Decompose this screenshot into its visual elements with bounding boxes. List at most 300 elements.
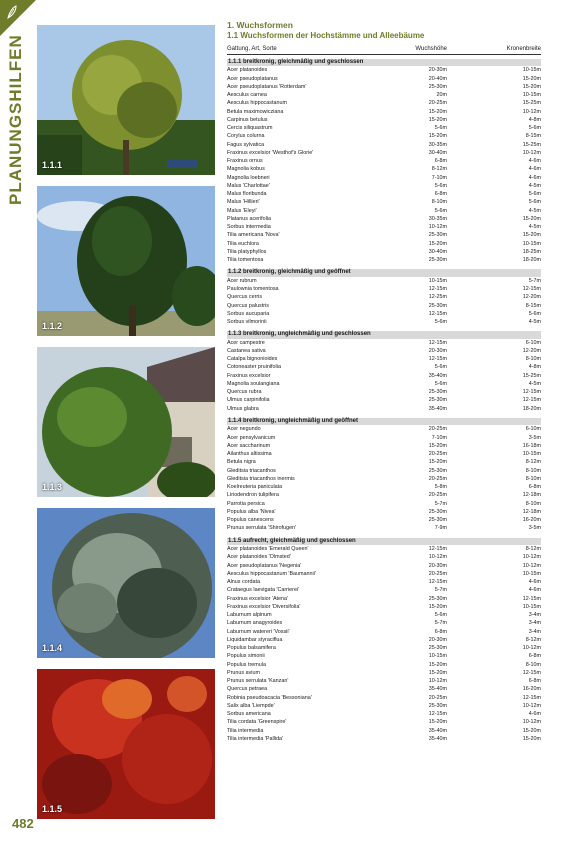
table-row xyxy=(227,491,541,499)
species-name: Tilia americana 'Nova' xyxy=(227,232,280,239)
growth-height: 5-6m xyxy=(434,364,447,371)
table-row xyxy=(227,669,541,677)
photo-tree-4 xyxy=(37,508,215,658)
species-name: Tilia intermedia xyxy=(227,727,264,734)
growth-height: 20-40m xyxy=(428,75,447,82)
growth-height: 6-8m xyxy=(434,191,447,198)
table-row xyxy=(227,710,541,718)
growth-height: 35-40m xyxy=(428,735,447,742)
table-row xyxy=(227,578,541,586)
species-name: Paulownia tomentosa xyxy=(227,286,279,293)
growth-height: 5-6m xyxy=(434,125,447,132)
species-name: Betula maximowicziana xyxy=(227,108,284,115)
species-name: Cotoneaster pruinifolia xyxy=(227,364,281,371)
growth-height: 25-30m xyxy=(428,397,447,404)
growth-height: 12-15m xyxy=(428,579,447,586)
photo-label: 1.1.4 xyxy=(42,643,63,653)
photo-label: 1.1.3 xyxy=(42,482,63,492)
growth-height: 12-25m xyxy=(428,294,447,301)
growth-height: 5-6m xyxy=(434,612,447,619)
table-row xyxy=(227,215,541,223)
table-row xyxy=(227,500,541,508)
growth-height: 35-40m xyxy=(428,372,447,379)
table-row xyxy=(227,611,541,619)
growth-height: 25-30m xyxy=(428,467,447,474)
growth-height: 15-20m xyxy=(428,669,447,676)
species-name: Acer platanoides 'Olmsted' xyxy=(227,554,291,561)
section-heading: 1.1.1 breitkronig, gleichmäßig und geschlossen xyxy=(227,59,541,66)
growth-height: 15-20m xyxy=(428,459,447,466)
crown-width: 12-15m xyxy=(522,286,541,293)
species-name: Fraxinus excelsior 'Westhof's Glorie' xyxy=(227,149,314,156)
species-name: Acer saccharinum xyxy=(227,442,271,449)
species-name: Ailanthus altissima xyxy=(227,451,272,458)
table-section xyxy=(227,331,541,413)
table-row xyxy=(227,248,541,256)
table-row xyxy=(227,207,541,215)
growth-height: 12-15m xyxy=(428,356,447,363)
species-name: Laburnum watereri 'Vossii' xyxy=(227,628,290,635)
growth-height: 10-12m xyxy=(428,554,447,561)
crown-width: 15-20m xyxy=(522,232,541,239)
crown-width: 4-8m xyxy=(528,116,541,123)
table-row xyxy=(227,231,541,239)
species-name: Robinia pseudoacacia 'Bessoniana' xyxy=(227,694,312,701)
crown-width: 8-10m xyxy=(525,356,541,363)
crown-width: 4-8m xyxy=(528,364,541,371)
table-row xyxy=(227,636,541,644)
species-name: Fraxinus excelsior xyxy=(227,372,271,379)
crown-width: 16-18m xyxy=(522,442,541,449)
species-name: Acer platanoides 'Emerald Queen' xyxy=(227,546,309,553)
growth-height: 35-40m xyxy=(428,405,447,412)
species-name: Tilia intermedia 'Pallida' xyxy=(227,735,284,742)
table-row xyxy=(227,165,541,173)
growth-height: 5-7m xyxy=(434,500,447,507)
crown-width: 4-5m xyxy=(528,224,541,231)
crown-width: 4-6m xyxy=(528,158,541,165)
crown-width: 5-6m xyxy=(528,199,541,206)
growth-height: 12-15m xyxy=(428,286,447,293)
species-name: Carpinus betulus xyxy=(227,116,268,123)
col-height-header: Wuchshöhe xyxy=(415,46,447,52)
table-row xyxy=(227,628,541,636)
table-row xyxy=(227,116,541,124)
growth-height: 30-35m xyxy=(428,141,447,148)
crown-width: 8-15m xyxy=(525,302,541,309)
table-row xyxy=(227,562,541,570)
table-row xyxy=(227,644,541,652)
crown-width: 10-15m xyxy=(522,451,541,458)
table-row xyxy=(227,157,541,165)
table-row xyxy=(227,425,541,433)
table-row xyxy=(227,223,541,231)
growth-height: 7-10m xyxy=(431,174,447,181)
table-row xyxy=(227,545,541,553)
table-row xyxy=(227,727,541,735)
crown-width: 3-5m xyxy=(528,434,541,441)
crown-width: 16-20m xyxy=(522,517,541,524)
table-row xyxy=(227,595,541,603)
table-row xyxy=(227,293,541,301)
growth-height: 5-6m xyxy=(434,380,447,387)
table-row xyxy=(227,91,541,99)
species-name: Aesculus hippocastanum 'Baumannii' xyxy=(227,570,316,577)
species-name: Malus 'Eleyi' xyxy=(227,207,257,214)
table-row xyxy=(227,318,541,326)
species-name: Acer pseudoplatanus 'Negenia' xyxy=(227,562,302,569)
crown-width: 6-8m xyxy=(528,678,541,685)
crown-width: 12-15m xyxy=(522,669,541,676)
table-row xyxy=(227,256,541,264)
table-row xyxy=(227,124,541,132)
species-name: Salix alba 'Liempde' xyxy=(227,702,275,709)
crown-width: 10-12m xyxy=(522,554,541,561)
species-name: Quercus palustris xyxy=(227,302,269,309)
growth-height: 20-25m xyxy=(428,451,447,458)
table-row xyxy=(227,149,541,157)
crown-width: 4-6m xyxy=(528,174,541,181)
species-name: Alnus cordata xyxy=(227,579,260,586)
table-row xyxy=(227,99,541,107)
table-row xyxy=(227,198,541,206)
crown-width: 3-4m xyxy=(528,628,541,635)
crown-width: 10-12m xyxy=(522,108,541,115)
table-section xyxy=(227,59,541,264)
section-heading: 1.1.2 breitkronig, gleichmäßig und geöffnet xyxy=(227,269,541,276)
growth-height: 35-40m xyxy=(428,727,447,734)
table-row xyxy=(227,240,541,248)
species-name: Ulmus glabra xyxy=(227,405,259,412)
crown-width: 4-5m xyxy=(528,207,541,214)
table-row xyxy=(227,182,541,190)
crown-width: 15-20m xyxy=(522,215,541,222)
species-name: Cercis siliquastrum xyxy=(227,125,273,132)
crown-width: 16-20m xyxy=(522,686,541,693)
col-crown-header: Kronenbreite xyxy=(506,46,541,52)
crown-width: 6-10m xyxy=(525,426,541,433)
crown-width: 12-20m xyxy=(522,347,541,354)
crown-width: 3-5m xyxy=(528,525,541,532)
crown-width: 6-8m xyxy=(528,484,541,491)
table-row xyxy=(227,442,541,450)
species-name: Fraxinus excelsior 'Diversifolia' xyxy=(227,603,301,610)
growth-height: 15-20m xyxy=(428,661,447,668)
species-name: Magnolia loebneri xyxy=(227,174,270,181)
species-name: Acer negundo xyxy=(227,426,261,433)
species-name: Aesculus hippocastanum xyxy=(227,100,287,107)
species-name: Malus 'Charlottae' xyxy=(227,182,270,189)
table-row xyxy=(227,174,541,182)
species-name: Laburnum alpinum xyxy=(227,612,272,619)
growth-height: 30-40m xyxy=(428,248,447,255)
species-name: Prunus serrulata 'Kanzan' xyxy=(227,678,289,685)
species-name: Malus floribunda xyxy=(227,191,267,198)
table-row xyxy=(227,347,541,355)
species-name: Acer pseudoplatanus 'Rotterdam' xyxy=(227,83,307,90)
growth-height: 25-30m xyxy=(428,389,447,396)
table-row xyxy=(227,603,541,611)
photo-tree-3 xyxy=(37,347,215,497)
table-row xyxy=(227,661,541,669)
growth-height: 25-30m xyxy=(428,595,447,602)
crown-width: 12-15m xyxy=(522,595,541,602)
crown-width: 10-12m xyxy=(522,562,541,569)
table-row xyxy=(227,718,541,726)
section-heading: 1.1.4 breitkronig, ungleichmäßig und geöffnet xyxy=(227,418,541,425)
table-row xyxy=(227,570,541,578)
col-name-header: Gattung, Art, Sorte xyxy=(227,46,277,52)
growth-height: 10-15m xyxy=(428,653,447,660)
crown-width: 10-12m xyxy=(522,645,541,652)
crown-width: 12-15m xyxy=(522,694,541,701)
crown-width: 12-15m xyxy=(522,389,541,396)
table-row xyxy=(227,190,541,198)
crown-width: 10-12m xyxy=(522,702,541,709)
growth-height: 5-6m xyxy=(434,182,447,189)
table-row xyxy=(227,508,541,516)
table-row xyxy=(227,685,541,693)
crown-width: 10-15m xyxy=(522,92,541,99)
growth-height: 25-30m xyxy=(428,83,447,90)
table-row xyxy=(227,132,541,140)
crown-width: 3-4m xyxy=(528,620,541,627)
section-heading: 1.1.5 aufrecht, gleichmäßig und geschlossen xyxy=(227,538,541,545)
crown-width: 15-20m xyxy=(522,83,541,90)
crown-width: 12-15m xyxy=(522,397,541,404)
species-name: Tilia euchlora xyxy=(227,240,259,247)
species-name: Ulmus carpinifolia xyxy=(227,397,270,404)
growth-height: 7-10m xyxy=(431,434,447,441)
crown-width: 15-25m xyxy=(522,372,541,379)
table-row xyxy=(227,483,541,491)
species-name: Laburnum anagyroides xyxy=(227,620,283,627)
crown-width: 18-25m xyxy=(522,248,541,255)
growth-height: 15-20m xyxy=(428,442,447,449)
growth-height: 20-25m xyxy=(428,100,447,107)
table-row xyxy=(227,458,541,466)
growth-height: 25-30m xyxy=(428,517,447,524)
species-name: Koelreuteria paniculata xyxy=(227,484,283,491)
table-row xyxy=(227,694,541,702)
photo-tree-1 xyxy=(37,25,215,175)
species-name: Acer campestre xyxy=(227,339,265,346)
growth-height: 25-30m xyxy=(428,257,447,264)
growth-height: 12-15m xyxy=(428,546,447,553)
table-row xyxy=(227,380,541,388)
growth-height: 20-30m xyxy=(428,636,447,643)
crown-width: 6-10m xyxy=(525,339,541,346)
crown-width: 6-8m xyxy=(528,653,541,660)
species-name: Sorbus aucuparia xyxy=(227,310,270,317)
crown-width: 8-12m xyxy=(525,546,541,553)
growth-height: 30-35m xyxy=(428,215,447,222)
growth-height: 20-30m xyxy=(428,67,447,74)
species-name: Prunus avium xyxy=(227,669,260,676)
species-name: Corylus colurna xyxy=(227,133,265,140)
crown-width: 5-6m xyxy=(528,191,541,198)
table-section xyxy=(227,269,541,326)
crown-width: 12-18m xyxy=(522,508,541,515)
crown-width: 10-12m xyxy=(522,149,541,156)
growth-height: 10-15m xyxy=(428,277,447,284)
table-row xyxy=(227,475,541,483)
growth-height: 20m xyxy=(436,92,447,99)
species-table xyxy=(227,20,541,743)
table-row xyxy=(227,677,541,685)
growth-height: 20-25m xyxy=(428,694,447,701)
species-name: Malus 'Hillieri' xyxy=(227,199,260,206)
table-row xyxy=(227,467,541,475)
crown-width: 8-10m xyxy=(525,500,541,507)
growth-height: 35-40m xyxy=(428,686,447,693)
crown-width: 18-20m xyxy=(522,405,541,412)
species-name: Quercus rubra xyxy=(227,389,262,396)
table-row xyxy=(227,586,541,594)
growth-height: 5-7m xyxy=(434,587,447,594)
table-row xyxy=(227,285,541,293)
table-row xyxy=(227,339,541,347)
crown-width: 15-25m xyxy=(522,141,541,148)
crown-width: 15-20m xyxy=(522,735,541,742)
crown-width: 4-5m xyxy=(528,380,541,387)
species-name: Fraxinus excelsior 'Atena' xyxy=(227,595,289,602)
species-name: Gleditsia triacanthos xyxy=(227,467,276,474)
photo-label: 1.1.1 xyxy=(42,160,63,170)
table-row xyxy=(227,405,541,413)
species-name: Tilia cordata 'Greenspire' xyxy=(227,719,287,726)
growth-height: 25-30m xyxy=(428,508,447,515)
species-name: Liquidambar styraciflua xyxy=(227,636,283,643)
growth-height: 10-12m xyxy=(428,224,447,231)
table-row xyxy=(227,553,541,561)
growth-height: 10-12m xyxy=(428,678,447,685)
table-row xyxy=(227,363,541,371)
growth-height: 15-20m xyxy=(428,719,447,726)
crown-width: 5-7m xyxy=(528,277,541,284)
species-name: Catalpa bignonioides xyxy=(227,356,278,363)
heading-1: 1. Wuchsformen xyxy=(227,20,293,30)
growth-height: 20-25m xyxy=(428,492,447,499)
growth-height: 5-6m xyxy=(434,319,447,326)
species-name: Quercus cerris xyxy=(227,294,263,301)
crown-width: 5-6m xyxy=(528,125,541,132)
growth-height: 20-25m xyxy=(428,426,447,433)
growth-height: 8-10m xyxy=(431,199,447,206)
table-row xyxy=(227,735,541,743)
growth-height: 12-15m xyxy=(428,711,447,718)
crown-width: 4-5m xyxy=(528,182,541,189)
table-row xyxy=(227,396,541,404)
crown-width: 8-12m xyxy=(525,636,541,643)
crown-width: 4-6m xyxy=(528,711,541,718)
growth-height: 20-30m xyxy=(428,347,447,354)
photo-tree-5 xyxy=(37,669,215,819)
table-row xyxy=(227,434,541,442)
crown-width: 4-6m xyxy=(528,587,541,594)
growth-height: 5-6m xyxy=(434,207,447,214)
species-name: Acer pensylvanicum xyxy=(227,434,276,441)
table-body xyxy=(227,59,541,743)
table-row xyxy=(227,310,541,318)
table-row xyxy=(227,355,541,363)
species-name: Parrotia persica xyxy=(227,500,265,507)
species-name: Betula nigra xyxy=(227,459,256,466)
species-name: Fagus sylvatica xyxy=(227,141,265,148)
crown-width: 4-6m xyxy=(528,579,541,586)
growth-height: 5-7m xyxy=(434,620,447,627)
species-name: Acer platanoides xyxy=(227,67,268,74)
growth-height: 15-20m xyxy=(428,108,447,115)
table-row xyxy=(227,652,541,660)
crown-width: 4-5m xyxy=(528,319,541,326)
crown-width: 8-10m xyxy=(525,661,541,668)
species-name: Tilia platyphyllos xyxy=(227,248,267,255)
species-name: Fraxinus ornus xyxy=(227,158,263,165)
growth-height: 8-12m xyxy=(431,166,447,173)
crown-width: 10-15m xyxy=(522,603,541,610)
photo-tree-2 xyxy=(37,186,215,336)
species-name: Magnolia soulangiana xyxy=(227,380,280,387)
species-name: Acer pseudoplatanus xyxy=(227,75,278,82)
crown-width: 15-25m xyxy=(522,100,541,107)
crown-width: 10-15m xyxy=(522,570,541,577)
growth-height: 25-30m xyxy=(428,645,447,652)
species-name: Aesculus carnea xyxy=(227,92,267,99)
table-row xyxy=(227,524,541,532)
species-name: Magnolia kobus xyxy=(227,166,265,173)
crown-width: 18-20m xyxy=(522,257,541,264)
table-section xyxy=(227,418,541,533)
table-row xyxy=(227,141,541,149)
species-name: Populus simonii xyxy=(227,653,265,660)
table-row xyxy=(227,83,541,91)
table-row xyxy=(227,516,541,524)
crown-width: 15-20m xyxy=(522,75,541,82)
crown-width: 12-18m xyxy=(522,492,541,499)
growth-height: 6-8m xyxy=(434,158,447,165)
leaf-icon xyxy=(6,5,18,19)
species-name: Populus canescens xyxy=(227,517,274,524)
growth-height: 15-20m xyxy=(428,116,447,123)
table-row xyxy=(227,108,541,116)
growth-height: 20-25m xyxy=(428,570,447,577)
growth-height: 25-30m xyxy=(428,302,447,309)
species-name: Populus tremula xyxy=(227,661,266,668)
table-row xyxy=(227,388,541,396)
crown-width: 8-10m xyxy=(525,475,541,482)
growth-height: 25-30m xyxy=(428,702,447,709)
table-section xyxy=(227,538,541,743)
table-row xyxy=(227,372,541,380)
photo-label: 1.1.5 xyxy=(42,804,63,814)
table-row xyxy=(227,66,541,74)
species-name: Crataegus laevigata 'Carrierei' xyxy=(227,587,300,594)
species-name: Acer rubrum xyxy=(227,277,257,284)
species-name: Sorbus vilmorinii xyxy=(227,319,267,326)
crown-width: 15-20m xyxy=(522,727,541,734)
crown-width: 4-6m xyxy=(528,166,541,173)
photo-label: 1.1.2 xyxy=(42,321,63,331)
crown-width: 10-15m xyxy=(522,67,541,74)
growth-height: 12-15m xyxy=(428,310,447,317)
growth-height: 5-8m xyxy=(434,484,447,491)
growth-height: 12-15m xyxy=(428,339,447,346)
growth-height: 15-20m xyxy=(428,133,447,140)
crown-width: 8-12m xyxy=(525,459,541,466)
table-row xyxy=(227,277,541,285)
species-name: Populus alba 'Nivea' xyxy=(227,508,276,515)
